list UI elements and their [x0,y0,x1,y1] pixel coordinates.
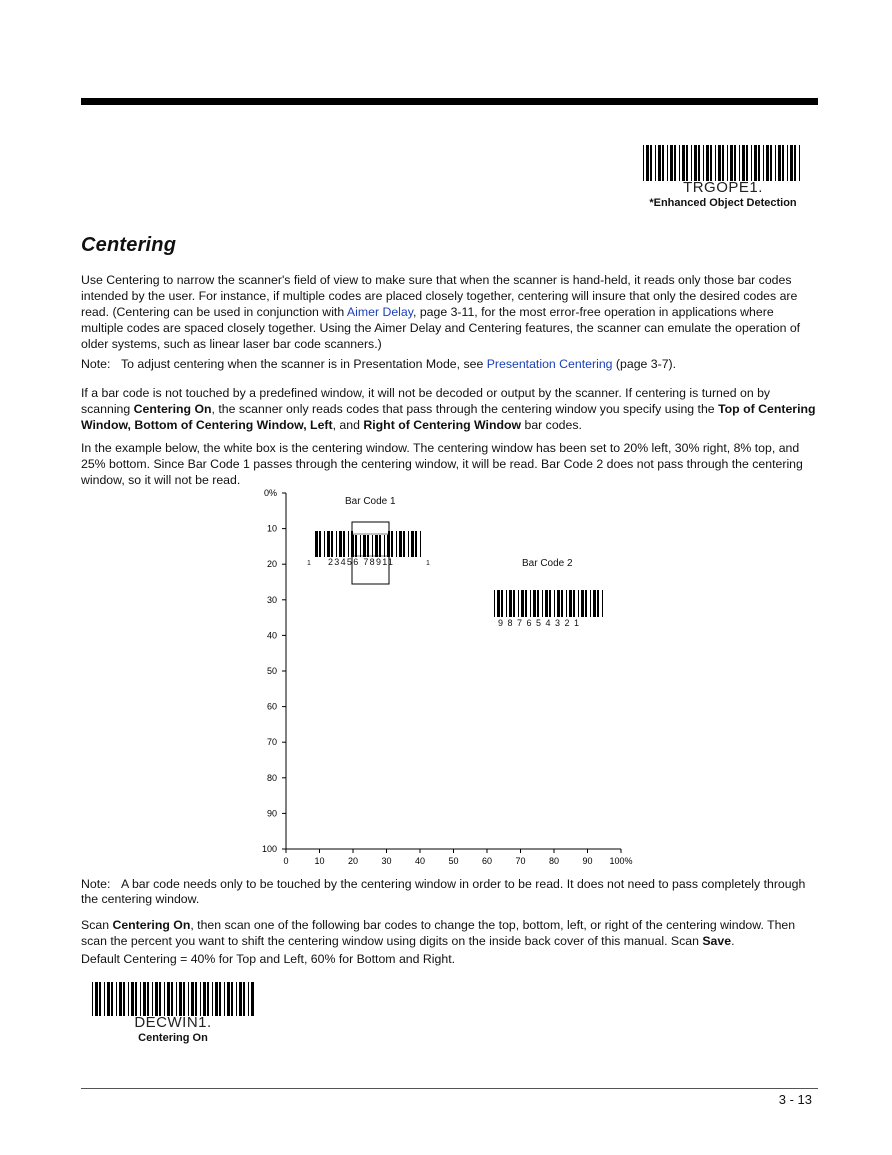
aimer-delay-link[interactable]: Aimer Delay [346,305,413,319]
barcode-bar [248,982,249,1016]
y-tick-label: 70 [266,737,277,748]
barcode2-bar [537,590,539,617]
window-text-4: bar codes. [521,418,582,432]
barcode-bar [751,145,752,181]
barcode-bar [107,982,110,1016]
scan-text-3: . [731,934,735,948]
barcode1-bar [420,531,421,557]
y-tick-label: 50 [266,666,277,676]
barcode-bar [159,982,161,1016]
note-touch [81,877,817,907]
barcode-caption: *Enhanced Object Detection [649,197,797,209]
note-text-2: (page 3-7). [612,357,677,371]
barcode-bar [179,982,182,1016]
x-tick-label: 20 [347,856,359,866]
barcode-bars-top [643,145,803,181]
barcode-bar [766,145,769,181]
barcode-bar [646,145,649,181]
barcode-bar [224,982,225,1016]
barcode2-bar [513,590,515,617]
barcode-bar [722,145,724,181]
barcode2-bar [569,590,572,617]
barcode-bar [763,145,764,181]
barcode2-bar [585,590,587,617]
barcode1-bar [319,531,321,557]
barcode-bar [746,145,748,181]
barcode2-bar [530,590,531,617]
barcode-bar [135,982,137,1016]
barcode-bar [215,982,218,1016]
barcode2-bar [561,590,563,617]
barcode1-bar [327,531,330,557]
barcode-enhanced-object-detection [643,145,803,209]
barcode2-bar [525,590,527,617]
barcode-bar [662,145,664,181]
barcode-bar [203,982,206,1016]
barcode-bar [667,145,668,181]
scan-text-1: Scan [81,918,113,932]
y-ticks [262,488,286,854]
centering-diagram-svg [240,486,660,871]
barcode-bar [643,145,644,181]
barcode1-bar [348,531,349,557]
barcode-bar [674,145,676,181]
barcode-bar [92,982,93,1016]
barcode-bar [243,982,245,1016]
barcode-bar [698,145,700,181]
y-tick-label: 10 [266,523,277,534]
barcode-bar [239,982,242,1016]
barcode-bar [715,145,716,181]
barcode2-bar [497,590,500,617]
barcode-bar [787,145,788,181]
barcode-bar [691,145,692,181]
barcode-bar [694,145,697,181]
example-paragraph: In the example below, the white box is the centering window. The centering window has been set to 20% left, 30% right, 8% top, and 25% bottom. Since Bar Code 1 passes through the centering window, it will be read. Bar Code 2 does not pass through the centering window, so it will not be read. [81,441,803,487]
barcode-bar [778,145,781,181]
default-line: Default Centering = 40% for Top and Left, 60% for Bottom and Right. [81,952,456,966]
barcode-bar [164,982,165,1016]
centering-on-bold: Centering On [133,402,212,416]
x-ticks [283,849,632,866]
x-tick-label: 70 [515,856,526,866]
barcode2-bar [518,590,519,617]
barcode-bar [176,982,177,1016]
barcode-bar [770,145,772,181]
barcode1-bar [331,531,333,557]
barcode2-bar [557,590,560,617]
scan-bold-1: Centering On [112,918,191,932]
y-tick-label: 40 [266,630,277,641]
barcode1-bar [399,531,402,557]
barcode-bar [191,982,194,1016]
barcode-bar [742,145,745,181]
x-tick-label: 30 [381,856,392,866]
barcode2-bar [549,590,551,617]
window-text-3: , and [332,418,364,432]
barcode1-bar [315,531,318,557]
barcode-bar [794,145,796,181]
barcode-bar [195,982,197,1016]
x-tick-label: 10 [314,856,325,866]
y-tick-label: 80 [266,772,277,783]
barcode1-bar [391,531,393,557]
x-tick-label: 90 [582,856,593,866]
barcode-bar [171,982,173,1016]
barcode-bar [686,145,688,181]
barcode-bar [111,982,113,1016]
barcode-bar [183,982,185,1016]
barcode-bar [152,982,153,1016]
barcode-bar [123,982,125,1016]
barcode2-bar [494,590,495,617]
barcode1-bar [396,531,397,557]
barcode-bar [730,145,733,181]
barcode1-label: Bar Code 1 [345,496,396,507]
barcode1-left-digit: 1 [307,560,311,567]
y-tick-label: 30 [266,594,277,605]
barcode-bar [739,145,740,181]
barcode2-bar [533,590,536,617]
section-title: Centering [81,234,177,256]
barcode2-bars [494,590,603,617]
barcode1-bar [336,531,337,557]
header-rule [81,98,818,105]
x-tick-label: 80 [548,856,560,866]
barcode-bar [727,145,728,181]
barcode2-bar [542,590,543,617]
window-text-1: If a bar code is not touched by a predefined window, it will not be decoded or output by the scanner. If centering is turned on by scanning [81,386,771,416]
barcode-bar [734,145,736,181]
centering-window-mask [353,534,388,556]
barcode-bar [703,145,704,181]
barcode-bar [799,145,800,181]
window-bold-3: Right of Centering Window [363,418,522,432]
barcode2-bar [506,590,507,617]
save-bold: Save [702,934,732,948]
window-bold-2: Top of Centering Window, Bottom of Centering Window, Left [81,402,816,432]
barcode2-bar [602,590,603,617]
barcode-bar [147,982,149,1016]
barcode-centering-on [92,982,254,1044]
barcode-bar [706,145,709,181]
note2-text: A bar code needs only to be touched by the centering window in order to be read. It does not need to pass completely through the centering window. [81,877,806,906]
window-paragraph [81,385,817,433]
window-text-2: , the scanner only reads codes that pass through the centering window you specify using the [211,402,719,416]
barcode-bar [754,145,757,181]
note-label: Note: [81,357,111,371]
barcode-bar [104,982,105,1016]
scan-paragraph [81,917,817,949]
barcode-bar [251,982,254,1016]
y-tick-label: 0% [263,488,277,498]
barcode-bar [207,982,209,1016]
barcode1-bar [415,531,417,557]
barcode1-bar [339,531,342,557]
barcode-bar [188,982,189,1016]
barcode-bar [231,982,233,1016]
intro-text-1: Use Centering to narrow the scanner's field of view to make sure that when the scanner is hand-held, it reads only those bar codes intended by the user. For instance, if multiple codes are placed closely together, centering will insure that only the desired codes are read. (Centering can be used in conjunction with [81,273,798,319]
page-number: 3 - 13 [778,1092,812,1107]
barcode-bar [212,982,213,1016]
barcode-bar [710,145,712,181]
barcode-bar [200,982,201,1016]
barcode-bar [679,145,680,181]
x-tick-label: 60 [481,856,493,866]
barcode-caption-bottom: Centering On [138,1032,208,1044]
y-tick-label: 20 [266,559,277,570]
barcode1-right-digit: 1 [426,560,430,567]
barcode-bar [650,145,652,181]
barcode-bars-bottom [92,982,254,1016]
barcode2-digits: 9 8 7 6 5 4 3 2 1 [498,618,581,628]
barcode2-bar [545,590,548,617]
x-tick-label: 100% [609,856,633,866]
barcode1-digits: 23456 78911 [328,557,395,567]
barcode-bar [128,982,129,1016]
barcode1-bars [315,529,421,557]
barcode-bar [658,145,661,181]
barcode1-bar [343,531,345,557]
barcode-bar [670,145,673,181]
x-tick-label: 50 [448,856,459,866]
barcode2-bar [509,590,512,617]
barcode-bar [236,982,237,1016]
note-text-1: To adjust centering when the scanner is in Presentation Mode, see [121,357,487,371]
barcode-bar [119,982,122,1016]
barcode2-bar [566,590,567,617]
barcode-bar [167,982,170,1016]
barcode2-bar [521,590,524,617]
barcode-bar [140,982,141,1016]
barcode1-bar [411,531,414,557]
barcode-bar [95,982,98,1016]
barcode2-bar [573,590,575,617]
x-tick-label: 0 [283,856,289,866]
barcode-bar [758,145,760,181]
barcode-bar [131,982,134,1016]
barcode-code-text: TRGOPE1. [683,179,763,196]
x-tick-label: 40 [414,856,426,866]
barcode-bar [227,982,230,1016]
barcode2-bar [590,590,591,617]
barcode-bar [775,145,776,181]
barcode-bar [655,145,656,181]
footer-rule [81,1088,818,1089]
barcode1-bar [408,531,409,557]
barcode1-bar [324,531,325,557]
intro-paragraph [81,272,817,352]
barcode2-bar [593,590,596,617]
y-tick-label: 100 [261,844,277,854]
intro-text-2: , page 3-11, for the most error-free operation in applications where multiple codes are spaced closely together. Using the Aimer Delay and Centering features, the scanner can emulate the operation of older systems, such as linear laser bar code scanners.) [81,305,801,351]
scan-text-2: , then scan one of the following bar codes to change the top, bottom, left, or right of the centering window. Then scan the percent you want to shift the centering window using digits on the inside back cover of this manual. Scan [81,918,796,948]
presentation-centering-link[interactable]: Presentation Centering [486,357,613,371]
barcode-bar [782,145,784,181]
barcode2-label: Bar Code 2 [522,558,573,569]
barcode-bar [790,145,793,181]
barcode2-bar [597,590,599,617]
barcode-bar [682,145,685,181]
y-tick-label: 60 [266,701,277,712]
barcode2-bar [578,590,579,617]
barcode2-bar [581,590,584,617]
barcode1-bar [403,531,405,557]
note2-label: Note: [81,877,111,891]
centering-diagram [240,486,660,871]
barcode2-bar [501,590,503,617]
barcode-bar [718,145,721,181]
y-tick-label: 90 [266,808,277,819]
barcode-bar [99,982,101,1016]
barcode-code-text-bottom: DECWIN1. [134,1014,212,1031]
barcode-bar [219,982,221,1016]
barcode2-bar [554,590,555,617]
barcode-bar [155,982,158,1016]
note-presentation [81,357,817,372]
barcode-bar [143,982,146,1016]
barcode-bar [116,982,117,1016]
